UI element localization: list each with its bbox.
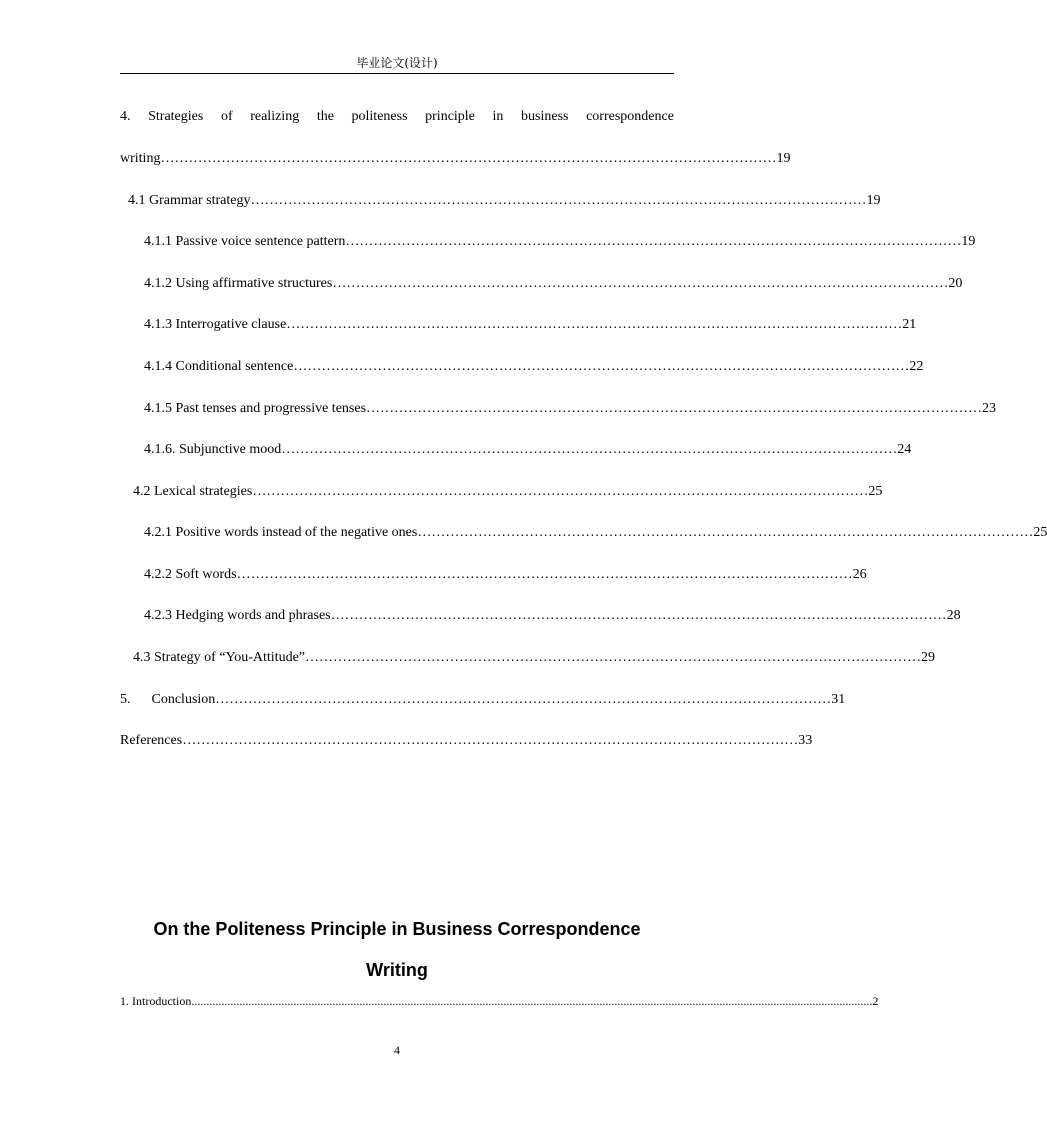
toc-leader-dots: …………………………………………………………………………………………………………………… xyxy=(305,650,921,665)
toc-leader-dots: …………………………………………………………………………………………………………………… xyxy=(345,234,962,249)
toc-entry-4-word: politeness xyxy=(351,109,408,124)
toc-leader-dots: …………………………………………………………………………………………………………………… xyxy=(252,484,869,499)
toc-entry-4-number: 4. xyxy=(120,109,131,124)
toc-leader-dots: …………………………………………………………………………………………………………………… xyxy=(330,608,947,623)
toc-entry-page: 33 xyxy=(798,733,813,748)
toc-leader-dots: …………………………………………………………………………………………………………………… xyxy=(332,276,949,291)
toc-entry[interactable] xyxy=(144,607,961,625)
toc-entry[interactable] xyxy=(133,483,883,501)
toc-entry-4-line2[interactable] xyxy=(120,150,791,168)
toc-entry-page: 21 xyxy=(902,317,917,332)
toc-entry[interactable] xyxy=(144,566,867,584)
document-title-line1: On the Politeness Principle in Business Correspondence xyxy=(153,919,641,939)
toc-entry-label: 4.2 Lexical strategies xyxy=(133,484,253,499)
toc-leader-dots: …………………………………………………………………………………………………………………… xyxy=(182,733,799,748)
toc-entry-page: 22 xyxy=(909,359,924,374)
toc-leader-dots: …………………………………………………………………………………………………………………… xyxy=(281,442,898,457)
toc-entry-introduction[interactable] xyxy=(120,994,879,1008)
toc-entry-label: 4.2.3 Hedging words and phrases xyxy=(144,608,331,623)
toc-leader-dots: …………………………………………………………………………………………………………………… xyxy=(417,525,1034,540)
toc-entry[interactable] xyxy=(128,192,881,210)
toc-entry[interactable] xyxy=(133,649,935,667)
toc-entry[interactable] xyxy=(120,732,813,750)
toc-entry-4-word: Strategies xyxy=(148,109,204,124)
toc-entry[interactable] xyxy=(144,400,997,418)
toc-entry-page: 31 xyxy=(831,692,846,707)
toc-entry-page: 19 xyxy=(961,234,976,249)
header-rule xyxy=(120,73,674,74)
toc-entry[interactable] xyxy=(144,441,912,459)
toc-entry-page: 26 xyxy=(852,567,867,582)
toc-entry[interactable] xyxy=(144,233,976,251)
toc-leader-dots: …………………………………………………………………………………………………………………… xyxy=(366,401,983,416)
toc-entry-label: 4.1.1 Passive voice sentence pattern xyxy=(144,234,346,249)
toc-leader-dots: …………………………………………………………………………………………………………………… xyxy=(160,151,777,166)
toc-entry-4-word: of xyxy=(220,109,233,124)
toc-entry-4-word: principle xyxy=(425,109,475,124)
toc-entry-label: 4.1.4 Conditional sentence xyxy=(144,359,294,374)
document-title-line2: Writing xyxy=(366,960,428,980)
toc-leader-dots: …………………………………………………………………………………………………………………… xyxy=(236,567,853,582)
toc-entry-page: 23 xyxy=(982,401,997,416)
toc-entry-label: 5. Conclusion xyxy=(120,692,216,707)
toc-entry[interactable] xyxy=(144,524,1047,542)
page-number: 4 xyxy=(394,1043,400,1057)
toc-entry-4-word: the xyxy=(316,109,334,124)
toc-entry-label: 4.2.2 Soft words xyxy=(144,567,237,582)
toc-entry-label: 4.1.5 Past tenses and progressive tenses xyxy=(144,401,367,416)
toc-leader-dots: ................................................................................................................................................................................................................................... xyxy=(191,994,873,1008)
toc-entry-page: 24 xyxy=(897,442,912,457)
toc-entry-label: 1. Introduction xyxy=(120,994,192,1008)
toc-entry-page: 2 xyxy=(872,994,879,1008)
toc-entry-page: 25 xyxy=(868,484,883,499)
toc-entry-label: writing xyxy=(120,151,161,166)
toc-entry-label: References xyxy=(120,733,183,748)
toc-entry[interactable] xyxy=(144,358,924,376)
toc-entry-label: 4.1 Grammar strategy xyxy=(128,193,251,208)
toc-entry[interactable] xyxy=(144,275,963,293)
toc-entry-label: 4.1.6. Subjunctive mood xyxy=(144,442,282,457)
toc-entry-page: 29 xyxy=(921,650,935,665)
page-header: 毕业论文(设计) xyxy=(356,56,438,70)
toc-entry[interactable] xyxy=(144,316,917,334)
toc-entry-page: 28 xyxy=(946,608,961,623)
toc-entry-4-line1[interactable] xyxy=(120,108,674,126)
toc-leader-dots: …………………………………………………………………………………………………………………… xyxy=(293,359,910,374)
toc-entry-label: 4.1.3 Interrogative clause xyxy=(144,317,287,332)
toc-entry-4-word: realizing xyxy=(250,109,300,124)
toc-entry-page: 25 xyxy=(1033,525,1047,540)
toc-entry-page: 20 xyxy=(948,276,963,291)
toc-entry-4-word: in xyxy=(492,109,504,124)
toc-entry-4-word: correspondence xyxy=(586,109,674,124)
toc-leader-dots: …………………………………………………………………………………………………………………… xyxy=(286,317,903,332)
toc-entry[interactable] xyxy=(120,691,846,709)
toc-entry-page: 19 xyxy=(776,151,791,166)
toc-entry-label: 4.3 Strategy of “You-Attitude” xyxy=(133,650,305,665)
toc-entry-label: 4.2.1 Positive words instead of the negative ones xyxy=(144,525,418,540)
toc-leader-dots: …………………………………………………………………………………………………………………… xyxy=(215,692,832,707)
toc-entry-page: 19 xyxy=(866,193,881,208)
toc-leader-dots: …………………………………………………………………………………………………………………… xyxy=(250,193,867,208)
toc-entry-4-word: business xyxy=(521,109,569,124)
toc-entry-label: 4.1.2 Using affirmative structures xyxy=(144,276,333,291)
